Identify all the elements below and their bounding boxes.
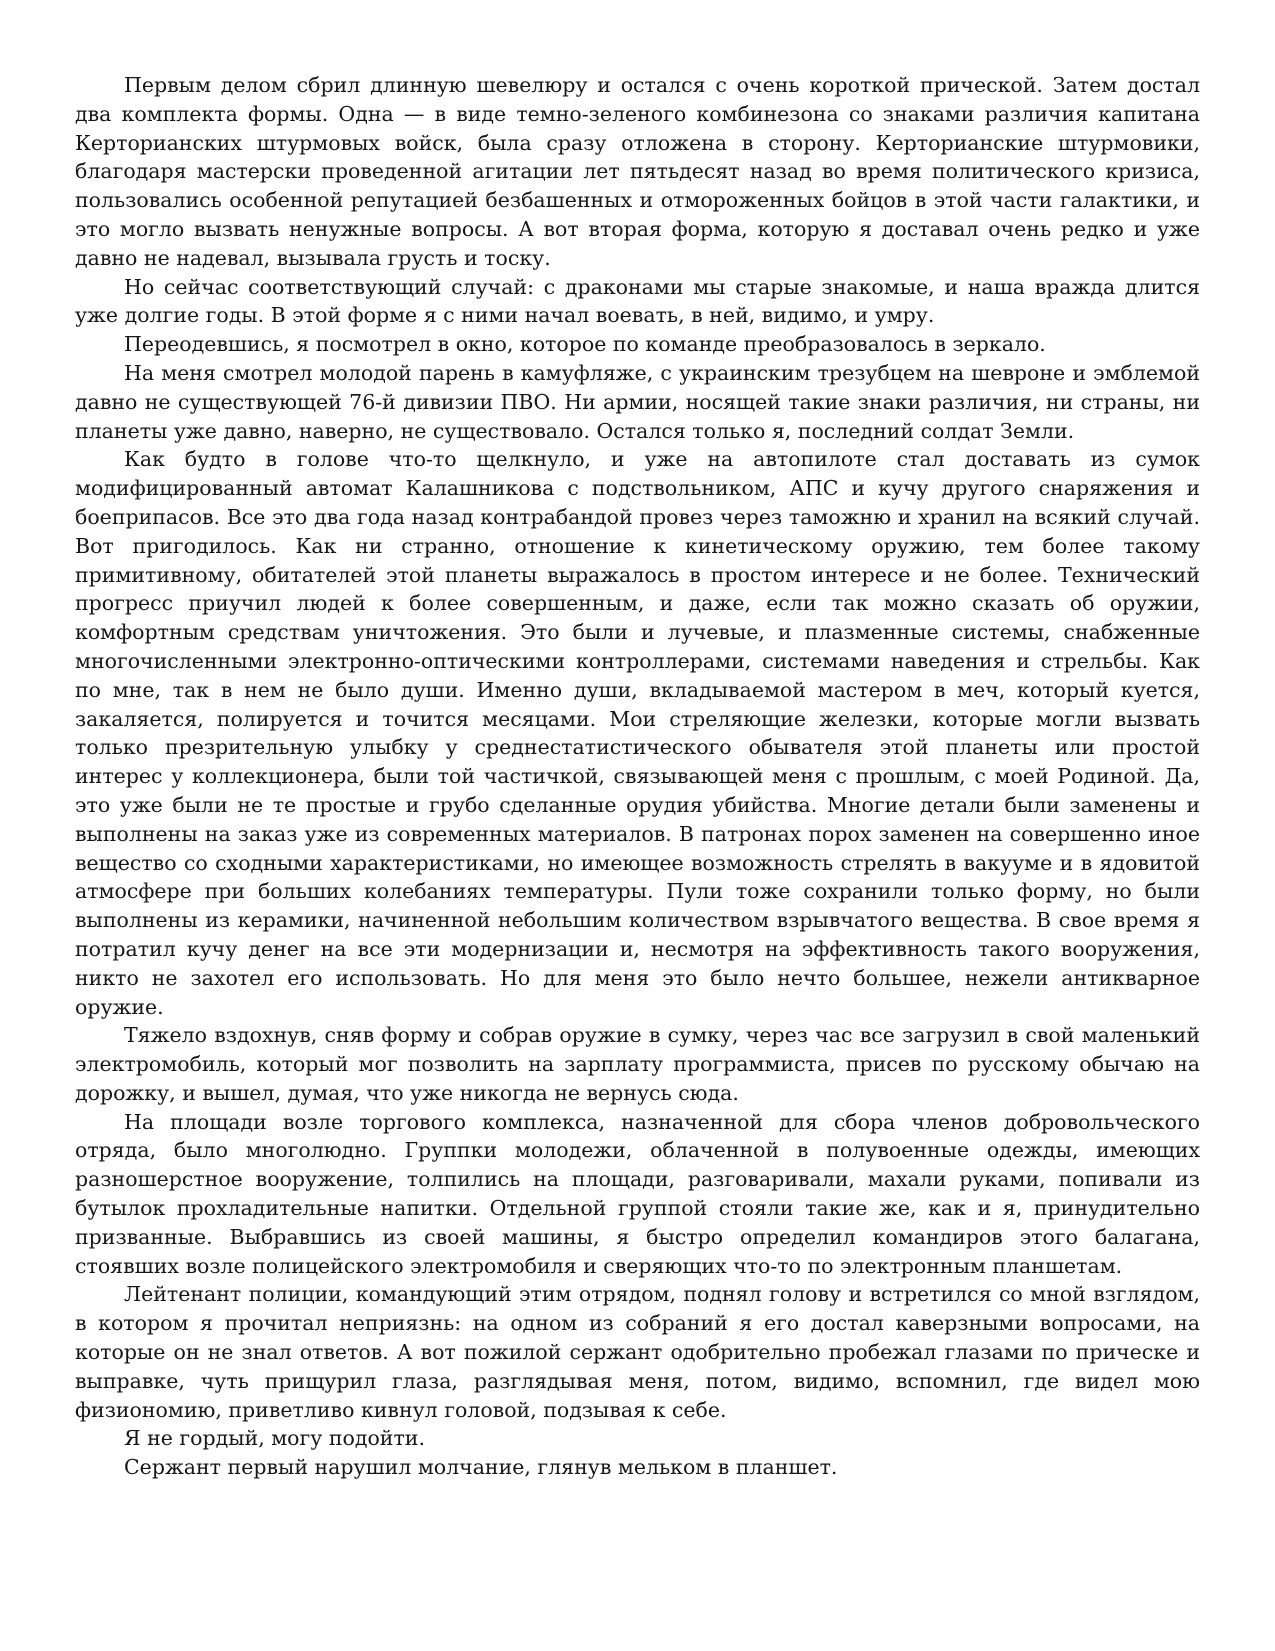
- paragraph: На меня смотрел молодой парень в камуфляже, с украинским трезубцем на шевроне и эмблемой давно не существующей 76-й дивизии ПВО. Ни армии, носящей такие знаки различия, ни страны, ни планеты уже давно, наверно, не существовало. Остался только я, последний солдат Земли.: [75, 360, 1200, 443]
- paragraph: Я не гордый, могу подойти.: [124, 1426, 425, 1451]
- paragraph: Как будто в голове что-то щелкнуло, и уже на автопилоте стал доставать из сумок модифицированный автомат Калашникова с подствольником, АПС и кучу другого снаряжения и боеприпасов. Все это два года назад контрабандой провез через таможню и хранил на всякий случай. Вот пригодилось. Как ни странно, отношение к кинетическому оружию, тем более такому примитивному, обитателей этой планеты выражалось в простом интересе и не более. Технический прогресс приучил людей к более совершенным, и даже, если так можно сказать об оружии, комфортным средствам уничтожения. Это были и лучевые, и плазменные системы, снабженные многочисленными электронно-оптическими контроллерами, системами наведения и стрельбы. Как по мне, так в нем не было души. Именно души, вкладываемой мастером в меч, который куется, закаляется, полируется и точится месяцами. Мои стреляющие железки, которые могли вызвать только презрительную улыбку у среднестатистического обывателя этой планеты или простой интерес у коллекционера, были той частичкой, связывающей меня с прошлым, с моей Родиной. Да, это уже были не те простые и грубо сделанные орудия убийства. Многие детали были заменены и выполнены на заказ уже из современных материалов. В патронах порох заменен на совершенно иное вещество со сходными характеристиками, но имеющее возможность стрелять в вакууме и в ядовитой атмосфере при больших колебаниях температуры. Пули тоже сохранили только форму, но были выполнены из керамики, начиненной небольшим количеством взрывчатого вещества. В свое время я потратил кучу денег на все эти модернизации и, несмотря на эффективность такого вооружения, никто не захотел его использовать. Но для меня это было нечто большее, нежели антикварное оружие.: [75, 447, 1200, 1019]
- paragraph: Тяжело вздохнув, сняв форму и собрав оружие в сумку, через час все загрузил в свой маленький электромобиль, который мог позволить на зарплату программиста, присев по русскому обычаю на дорожку, и вышел, думая, что уже никогда не вернусь сюда.: [75, 1023, 1200, 1105]
- paragraph: Но сейчас соответствующий случай: с драконами мы старые знакомые, и наша вражда длится уже долгие годы. В этой форме я с ними начал воевать, в ней, видимо, и умру.: [75, 274, 1200, 328]
- document-page: [75, 71, 1200, 1482]
- paragraph: Сержант первый нарушил молчание, глянув мельком в планшет.: [124, 1455, 838, 1480]
- paragraph: Переодевшись, я посмотрел в окно, которое по команде преобразовалось в зеркало.: [124, 332, 1046, 357]
- paragraph: Первым делом сбрил длинную шевелюру и остался с очень короткой прической. Затем достал два комплекта формы. Одна — в виде темно-зеленого комбинезона со знаками различия капитана Керторианских штурмовых войск, была сразу отложена в сторону. Керторианские штурмовики, благодаря мастерски проведенной агитации лет пятьдесят назад во время политического кризиса, пользовались особенной репутацией безбашенных и отмороженных бойцов в этой части галактики, и это могло вызвать ненужные вопросы. А вот вторая форма, которую я доставал очень редко и уже давно не надевал, вызывала грусть и тоску.: [75, 73, 1200, 270]
- paragraph: Лейтенант полиции, командующий этим отрядом, поднял голову и встретился со мной взглядом, в котором я прочитал неприязнь: на одном из собраний я его достал каверзными вопросами, на которые он не знал ответов. А вот пожилой сержант одобрительно пробежал глазами по прическе и выправке, чуть прищурил глаза, разглядывая меня, потом, видимо, вспомнил, где видел мою физиономию, приветливо кивнул головой, подзывая к себе.: [75, 1282, 1200, 1422]
- paragraph: На площади возле торгового комплекса, назначенной для сбора членов добровольческого отряда, было многолюдно. Группки молодежи, облаченной в полувоенные одежды, имеющих разношерстное вооружение, толпились на площади, разговаривали, махали руками, попивали из бутылок прохладительные напитки. Отдельной группой стояли такие же, как и я, принудительно призванные. Выбравшись из своей машины, я быстро определил командиров этого балагана, стоявших возле полицейского электромобиля и сверяющих что-то по электронным планшетам.: [75, 1109, 1200, 1278]
